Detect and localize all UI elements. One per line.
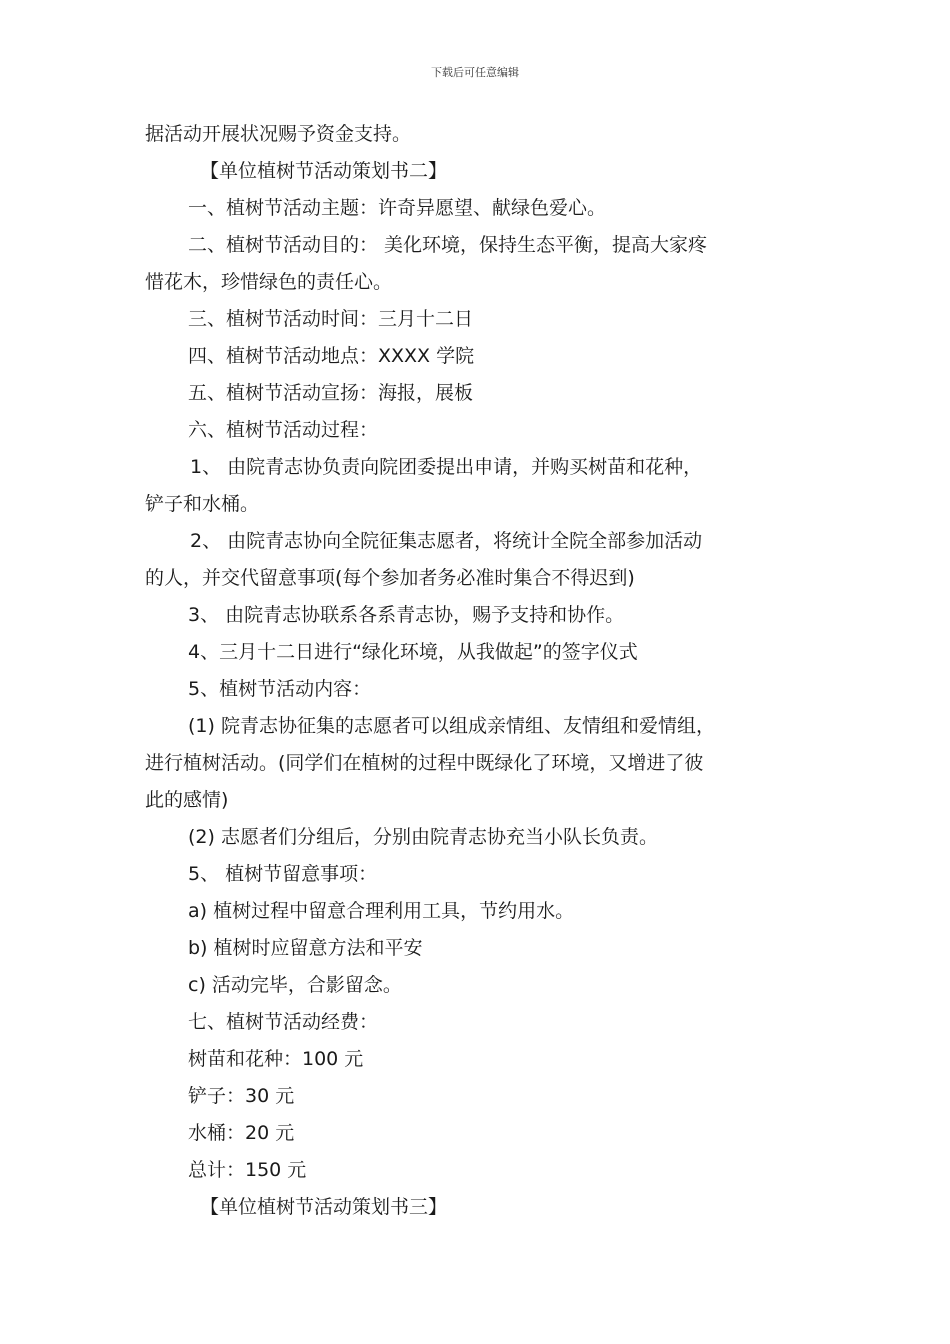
text-line: 4、三月十二日进行“绿化环境，从我做起”的签字仪式 — [188, 641, 638, 663]
text-line: 二、植树节活动目的： 美化环境，保持生态平衡，提高大家疼 — [188, 234, 708, 256]
text-line: 树苗和花种：100 元 — [188, 1048, 364, 1070]
text-line: c) 活动完毕，合影留念。 — [188, 974, 402, 996]
document-body — [145, 116, 810, 1226]
text-line: 据活动开展状况赐予资金支持。 — [145, 123, 412, 145]
text-line: 3、 由院青志协联系各系青志协，赐予支持和协作。 — [188, 604, 625, 626]
text-line: a) 植树过程中留意合理利用工具，节约用水。 — [188, 900, 575, 922]
text-line: 总计：150 元 — [188, 1159, 307, 1181]
text-line: 六、植树节活动过程： — [188, 419, 379, 441]
text-line: 七、植树节活动经费： — [188, 1011, 379, 1033]
text-line: 惜花木，珍惜绿色的责任心。 — [145, 271, 393, 293]
text-line: 进行植树活动。(同学们在植树的过程中既绿化了环境，又增进了彼 — [145, 752, 704, 774]
text-line: 五、植树节活动宣扬：海报，展板 — [188, 382, 474, 404]
text-line: 三、植树节活动时间：三月十二日 — [188, 308, 474, 330]
text-line: 5、 植树节留意事项： — [188, 863, 378, 885]
text-line: 一、植树节活动主题：许奇异愿望、献绿色爱心。 — [188, 197, 607, 219]
text-line: 1、 由院青志协负责向院团委提出申请，并购买树苗和花种， — [190, 456, 703, 478]
text-line: 的人，并交代留意事项(每个参加者务必准时集合不得迟到) — [145, 567, 635, 589]
text-line: (2) 志愿者们分组后，分别由院青志协充当小队长负责。 — [188, 826, 658, 848]
text-line: 四、植树节活动地点：XXXX 学院 — [188, 345, 475, 367]
text-line: 【单位植树节活动策划书三】 — [200, 1196, 448, 1218]
text-line: 【单位植树节活动策划书二】 — [200, 160, 448, 182]
text-line: 5、植树节活动内容： — [188, 678, 372, 700]
text-line: (1) 院青志协征集的志愿者可以组成亲情组、友情组和爱情组， — [188, 715, 715, 737]
text-line: b) 植树时应留意方法和平安 — [188, 937, 423, 959]
page-header: 下载后可任意编辑 — [431, 66, 519, 79]
text-line: 水桶：20 元 — [188, 1122, 295, 1144]
text-line: 铲子：30 元 — [188, 1085, 295, 1107]
text-line: 此的感情) — [145, 789, 229, 811]
text-line: 铲子和水桶。 — [145, 493, 260, 515]
text-line: 2、 由院青志协向全院征集志愿者，将统计全院全部参加活动 — [190, 530, 703, 552]
